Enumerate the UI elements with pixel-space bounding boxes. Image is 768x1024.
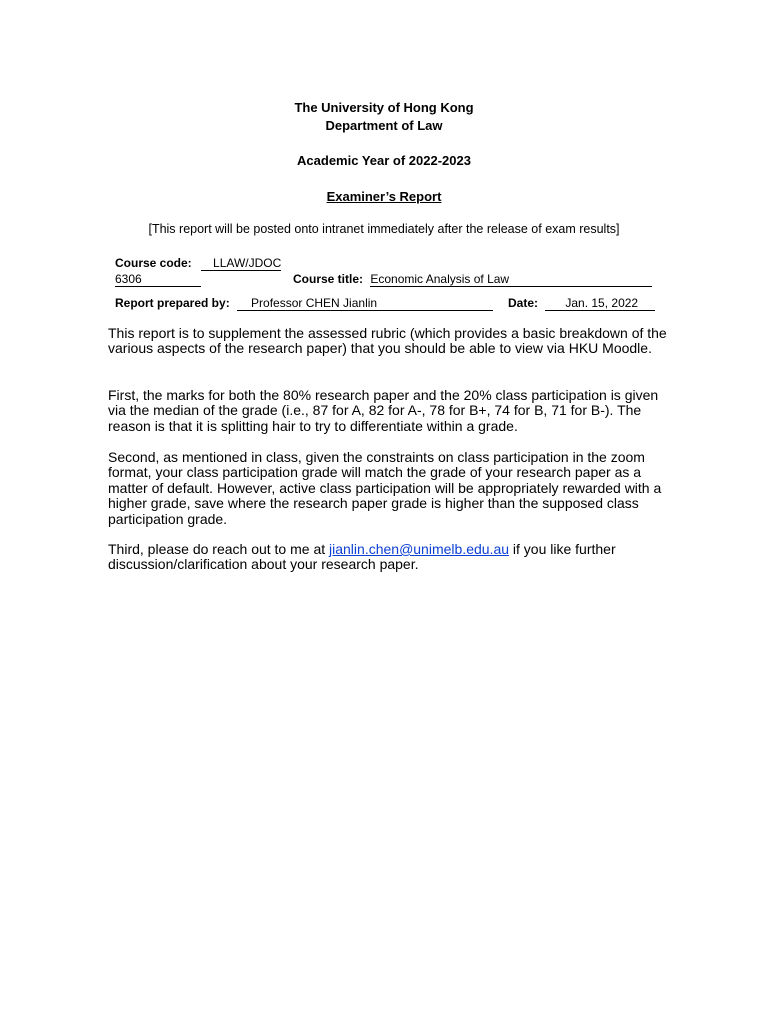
course-code-row <box>115 256 281 271</box>
email-link[interactable]: jianlin.chen@unimelb.edu.au <box>329 541 510 557</box>
course-title-label: Course title: <box>293 272 364 286</box>
course-code-value: LLAW/JDOC <box>201 256 281 271</box>
date-value: Jan. 15, 2022 <box>545 296 655 311</box>
university-name: The University of Hong Kong <box>294 100 474 115</box>
report-title <box>0 189 768 205</box>
date-label: Date: <box>508 296 539 310</box>
course-code-label: Course code: <box>115 256 192 270</box>
prepared-by-label: Report prepared by: <box>115 296 230 310</box>
course-title-value: Economic Analysis of Law <box>370 272 652 287</box>
paragraph-contact <box>108 542 668 573</box>
department-name: Department of Law <box>325 118 443 133</box>
release-notice: [This report will be posted onto intranet immediately after the release of exam results] <box>148 222 620 236</box>
course-code-row-2 <box>115 272 201 287</box>
contact-text-after: if you like further discussion/clarification about your research paper. <box>108 541 616 573</box>
prepared-by-row <box>115 296 493 311</box>
prepared-by-value: Professor CHEN Jianlin <box>237 296 493 311</box>
paragraph-rubric: This report is to supplement the assessed rubric (which provides a basic breakdown of the various aspects of the research paper) that you should be able to view via HKU Moodle. <box>108 325 667 357</box>
academic-year: Academic Year of 2022-2023 <box>297 153 471 168</box>
course-title-row <box>293 272 652 287</box>
paragraph-participation: Second, as mentioned in class, given the constraints on class participation in the zoom format, your class participation grade will match the grade of your research paper as a matter of default. However, active class participation will be appropriately rewarded with a higher grade, save where the research paper grade is higher than the supposed class participation grade. <box>108 449 662 527</box>
paragraph-marks: First, the marks for both the 80% research paper and the 20% class participation is given via the median of the grade (i.e., 87 for A, 82 for A-, 78 for B+, 74 for B, 71 for B-). The reason is that it is splitting hair to try to differentiate within a grade. <box>108 387 659 434</box>
course-code-value-2: 6306 <box>115 272 201 287</box>
report-title-text: Examiner’s Report <box>326 189 442 204</box>
contact-text-before: Third, please do reach out to me at <box>108 541 330 557</box>
date-row <box>508 296 655 311</box>
